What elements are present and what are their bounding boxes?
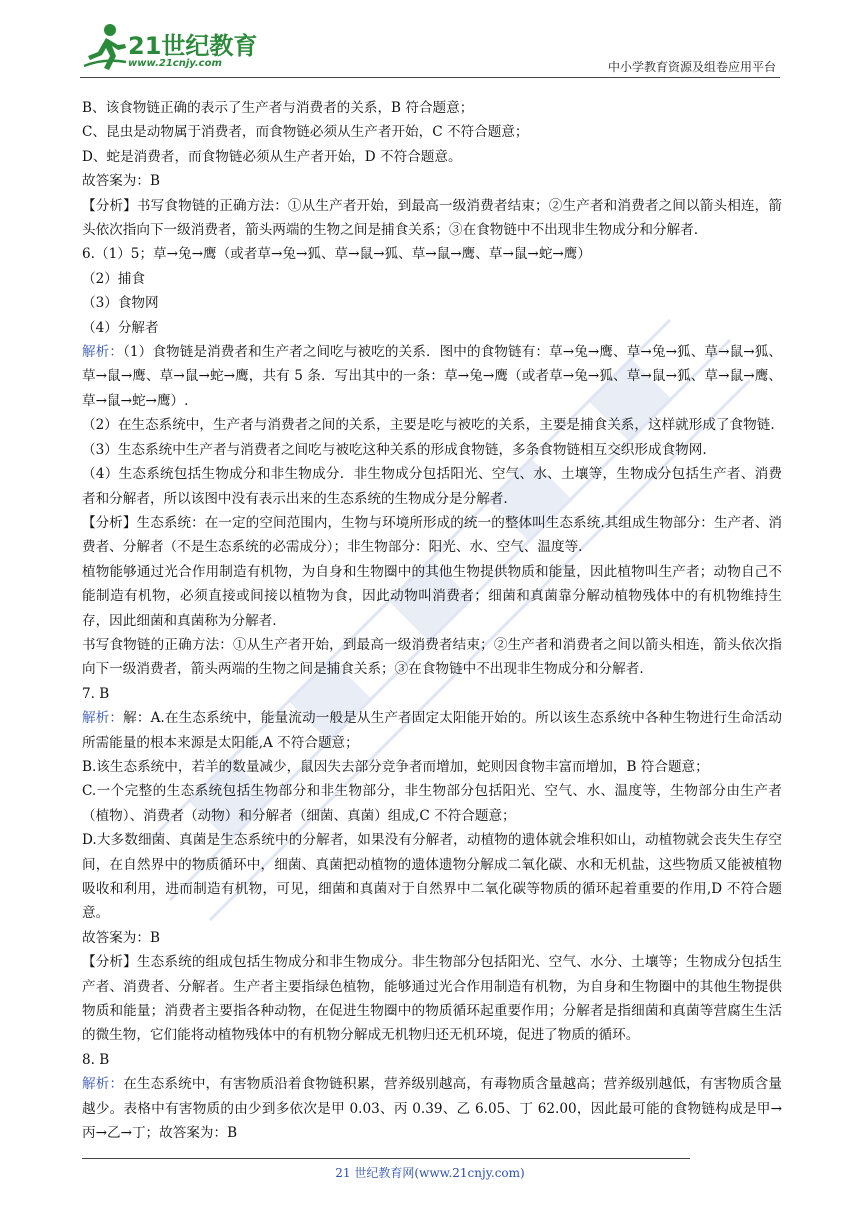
site-logo[interactable] xyxy=(80,22,258,78)
text-line: B、该食物链正确的表示了生产者与消费者的关系，B 符合题意； xyxy=(82,100,474,116)
question-answer: 8. B xyxy=(82,1051,110,1068)
explanation-paragraph: 解析：解：A.在生态系统中，能量流动一般是从生产者固定太阳能开始的。所以该生态系统中各种生物进行生命活动所需能量的根本来源是太阳能,A 不符合题意； xyxy=(82,710,782,751)
text-line: C、昆虫是动物属于消费者，而食物链必须从生产者开始，C 不符合题意； xyxy=(82,124,529,141)
text-line: D、蛇是消费者，而食物链必须从生产者开始，D 不符合题意。 xyxy=(82,148,462,165)
text-line: （3）食物网 xyxy=(82,295,159,312)
text-line: （2）捕食 xyxy=(82,270,146,287)
text-line: （3）生态系统中生产者与消费者之间吃与被吃这种关系的形成食物链，多条食物链相互交织形成食物网. xyxy=(82,441,707,458)
text-line: B.该生态系统中，若羊的数量减少，鼠因失去部分竞争者而增加，蛇则因食物丰富而增加，B 符合题意； xyxy=(82,758,709,775)
runner-icon xyxy=(80,22,128,72)
text-line: D.大多数细菌、真菌是生态系统中的分解者，如果没有分解者，动植物的遗体就会堆积如山，动植物就会丧失生存空间，在自然界中的物质循环中，细菌、真菌把动植物的遗体遗物分解成二氧化碳、水和无机盐，这些物质又能被植物吸收和利用，进而制造有机物，可见，细菌和真菌对于自然界中二氧化碳等物质的循环起着重要的作用,D 不符合题意。 xyxy=(82,832,782,922)
analysis-paragraph: 【分析】生态系统的组成包括生物成分和非生物成分。非生物部分包括阳光、空气、水分、土壤等；生物成分包括生产者、消费者、分解者。生产者主要指绿色植物，能够通过光合作用制造有机物，为自身和生物圈中的其他生物提供物质和能量；消费者主要指各种动物，在促进生物圈中的物质循环起重要作用；分解者是指细菌和真菌等营腐生生活的微生物，它们能将动植物残体中的有机物分解成无机物归还无机环境，促进了物质的循环。 xyxy=(82,954,782,1044)
logo-text: 21世纪教育 xyxy=(128,32,258,60)
text-line: 植物能够通过光合作用制造有机物，为自身和生物圈中的其他生物提供物质和能量，因此植物叫生产者；动物自己不能制造有机物，必须直接或间接以植物为食，因此动物叫消费者；细菌和真菌靠分解动植物残体中的有机物维持生存，因此细菌和真菌称为分解者. xyxy=(82,563,782,629)
analysis-paragraph: 【分析】生态系统：在一定的空间范围内，生物与环境所形成的统一的整体叫生态系统.其组成生物部分：生产者、消费者、分解者（不是生态系统的必需成分）；非生物部分：阳光、水、空气、温度等. xyxy=(82,514,782,556)
text-line: （4）分解者 xyxy=(82,319,159,336)
page-header xyxy=(0,0,860,82)
explanation-label: 解析： xyxy=(82,344,124,361)
answer-line: 故答案为：B xyxy=(82,173,160,190)
explanation-label: 解析： xyxy=(82,710,124,727)
explanation-paragraph: 解析：（1）食物链是消费者和生产者之间吃与被吃的关系．图中的食物链有：草→兔→鹰、草→兔→狐、草→鼠→狐、草→鼠→鹰、草→鼠→蛇→鹰，共有 5 条．写出其中的一条：草→兔→鹰（或者草→兔→狐、草→鼠→狐、草→鼠→鹰、草→鼠→蛇→鹰）. xyxy=(82,344,783,409)
explanation-paragraph: 解析：在生态系统中，有害物质沿着食物链积累，营养级别越高，有毒物质含量越高；营养级别越低，有害物质含量越少。表格中有害物质的由少到多依次是甲 0.03、丙 0.39、乙 6.05、丁 62.00，因此最可能的食物链构成是甲→丙→乙→丁；故答案为：B xyxy=(82,1076,782,1142)
platform-tagline: 中小学教育资源及组卷应用平台 xyxy=(607,60,776,74)
footer-divider xyxy=(82,1158,690,1159)
text-line: C.一个完整的生态系统包括生物部分和非生物部分，非生物部分包括阳光、空气、水、温度等，生物部分由生产者（植物）、消费者（动物）和分解者（细菌、真菌）组成,C 不符合题意； xyxy=(82,783,782,824)
analysis-paragraph: 【分析】书写食物链的正确方法：①从生产者开始，到最高一级消费者结束；②生产者和消费者之间以箭头相连，箭头依次指向下一级消费者，箭头两端的生物之间是捕食关系；③在食物链中不出现非生物成分和分解者. xyxy=(82,197,782,239)
logo-url: www.21cnjy.com xyxy=(128,58,222,69)
text-line: （2）在生态系统中，生产者与消费者之间的关系，主要是吃与被吃的关系，主要是捕食关系，这样就形成了食物链. xyxy=(82,417,775,434)
question-answer: 6.（1）5；草→兔→鹰（或者草→兔→狐、草→鼠→狐、草→鼠→鹰、草→鼠→蛇→鹰） xyxy=(82,246,591,263)
document-body xyxy=(82,96,782,1145)
answer-line: 故答案为：B xyxy=(82,929,160,946)
footer-link[interactable]: 21 世纪教育网(www.21cnjy.com) xyxy=(335,1166,525,1180)
question-answer: 7. B xyxy=(82,685,110,702)
explanation-label: 解析： xyxy=(82,1076,124,1093)
text-line: 书写食物链的正确方法：①从生产者开始，到最高一级消费者结束；②生产者和消费者之间以箭头相连，箭头依次指向下一级消费者，箭头两端的生物之间是捕食关系；③在食物链中不出现非生物成分和分解者. xyxy=(82,636,782,678)
header-divider xyxy=(80,77,780,78)
text-line: （4）生态系统包括生物成分和非生物成分．非生物成分包括阳光、空气、水、土壤等，生物成分包括生产者、消费者和分解者，所以该图中没有表示出来的生态系统的生物成分是分解者. xyxy=(82,466,782,507)
